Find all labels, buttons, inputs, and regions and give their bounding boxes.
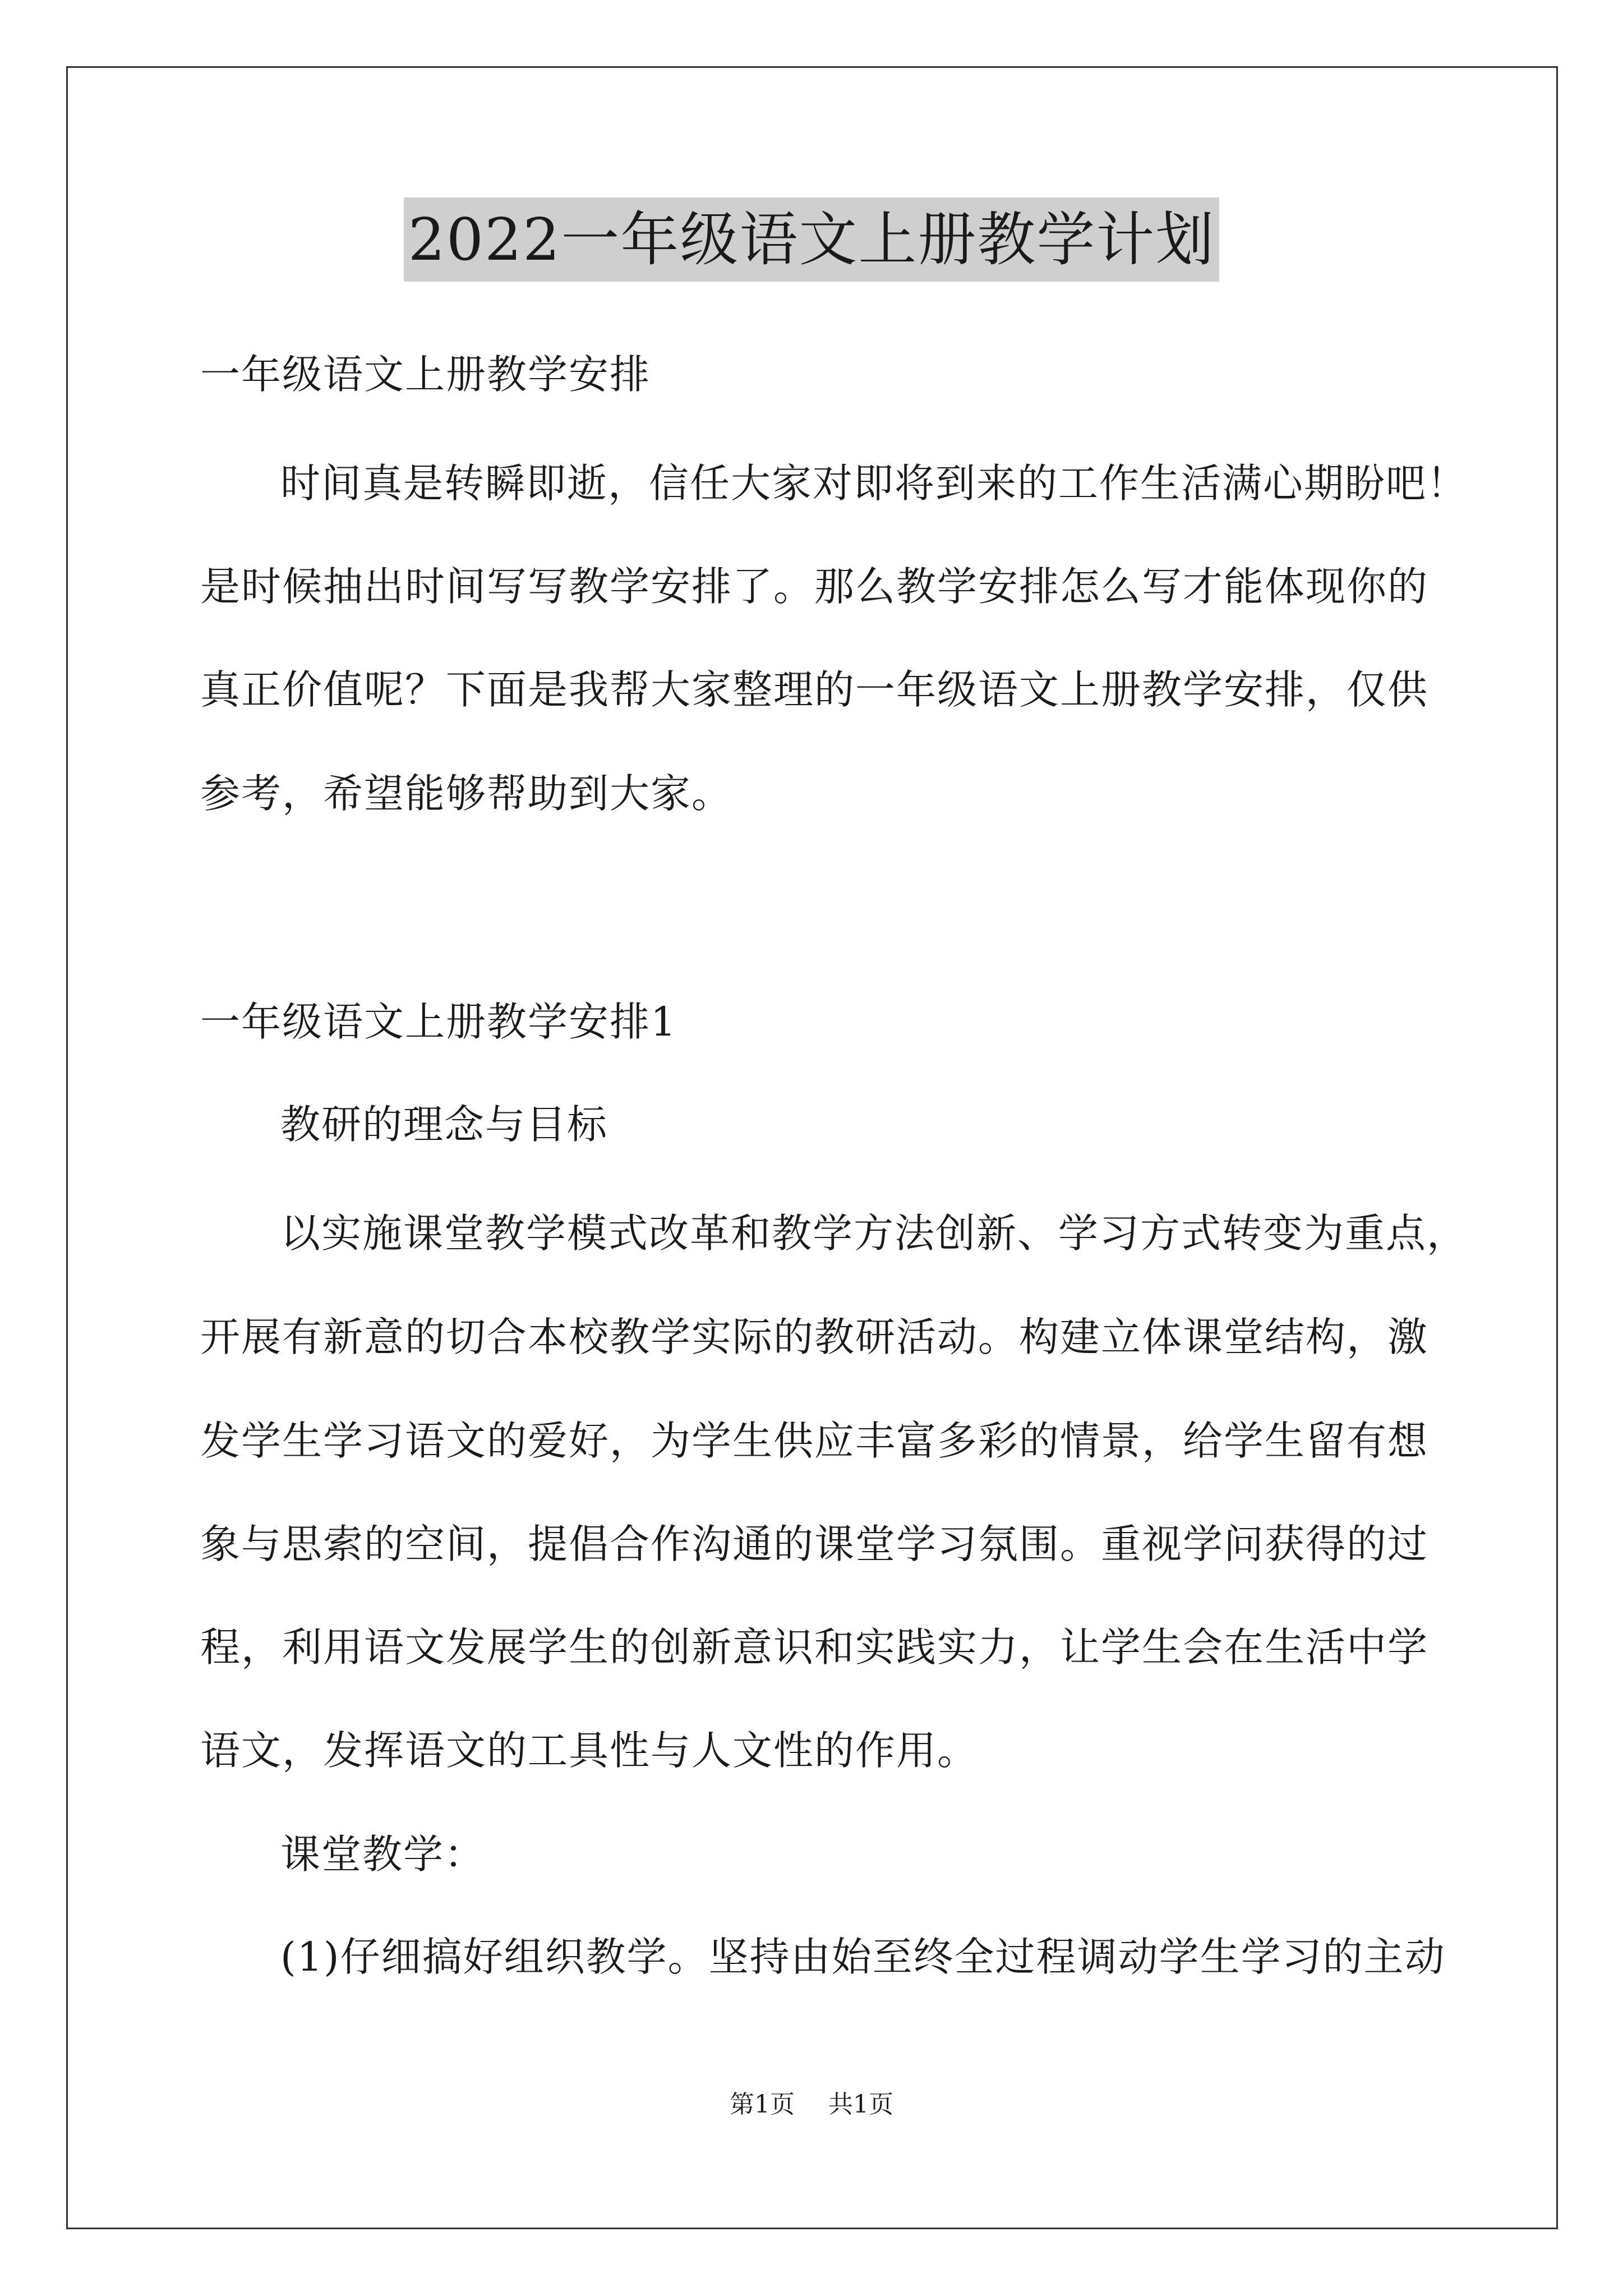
page-total: 共1页 [828, 2090, 893, 2119]
body-line-6: 语文，发挥语文的工具性与人文性的作用。 [200, 1727, 979, 1774]
body-line-5: 程，利用语文发展学生的创新意识和实践实力，让学生会在生活中学 [200, 1624, 1429, 1671]
page-number: 第1页 [730, 2090, 795, 2119]
title-container [0, 197, 1623, 282]
subheading-goals: 教研的理念与目标 [280, 1101, 608, 1148]
document-title: 2022一年级语文上册教学计划 [404, 197, 1220, 282]
subheading-classroom: 课堂教学： [280, 1831, 486, 1878]
intro-line-4: 参考，希望能够帮助到大家。 [200, 770, 733, 817]
body-line-2: 开展有新意的切合本校教学实际的教研活动。构建立体课堂结构，激 [200, 1314, 1429, 1360]
body-line-3: 发学生学习语文的爱好，为学生供应丰富多彩的情景，给学生留有想 [200, 1418, 1429, 1464]
body-line-4: 象与思索的空间，提倡合作沟通的课堂学习氛围。重视学问获得的过 [200, 1521, 1429, 1567]
page-footer [0, 2088, 1623, 2122]
intro-line-1: 时间真是转瞬即逝，信任大家对即将到来的工作生活满心期盼吧！ [280, 460, 1468, 507]
list-item-1: (1)仔细搞好组织教学。坚持由始至终全过程调动学生学习的主动 [280, 1934, 1446, 1980]
intro-line-2: 是时候抽出时间写写教学安排了。那么教学安排怎么写才能体现你的 [200, 563, 1429, 610]
intro-line-3: 真正价值呢？下面是我帮大家整理的一年级语文上册教学安排，仅供 [200, 666, 1429, 713]
plan-heading: 一年级语文上册教学安排1 [200, 999, 677, 1045]
section-heading: 一年级语文上册教学安排 [200, 351, 651, 398]
body-line-1: 以实施课堂教学模式改革和教学方法创新、学习方式转变为重点， [280, 1210, 1468, 1257]
